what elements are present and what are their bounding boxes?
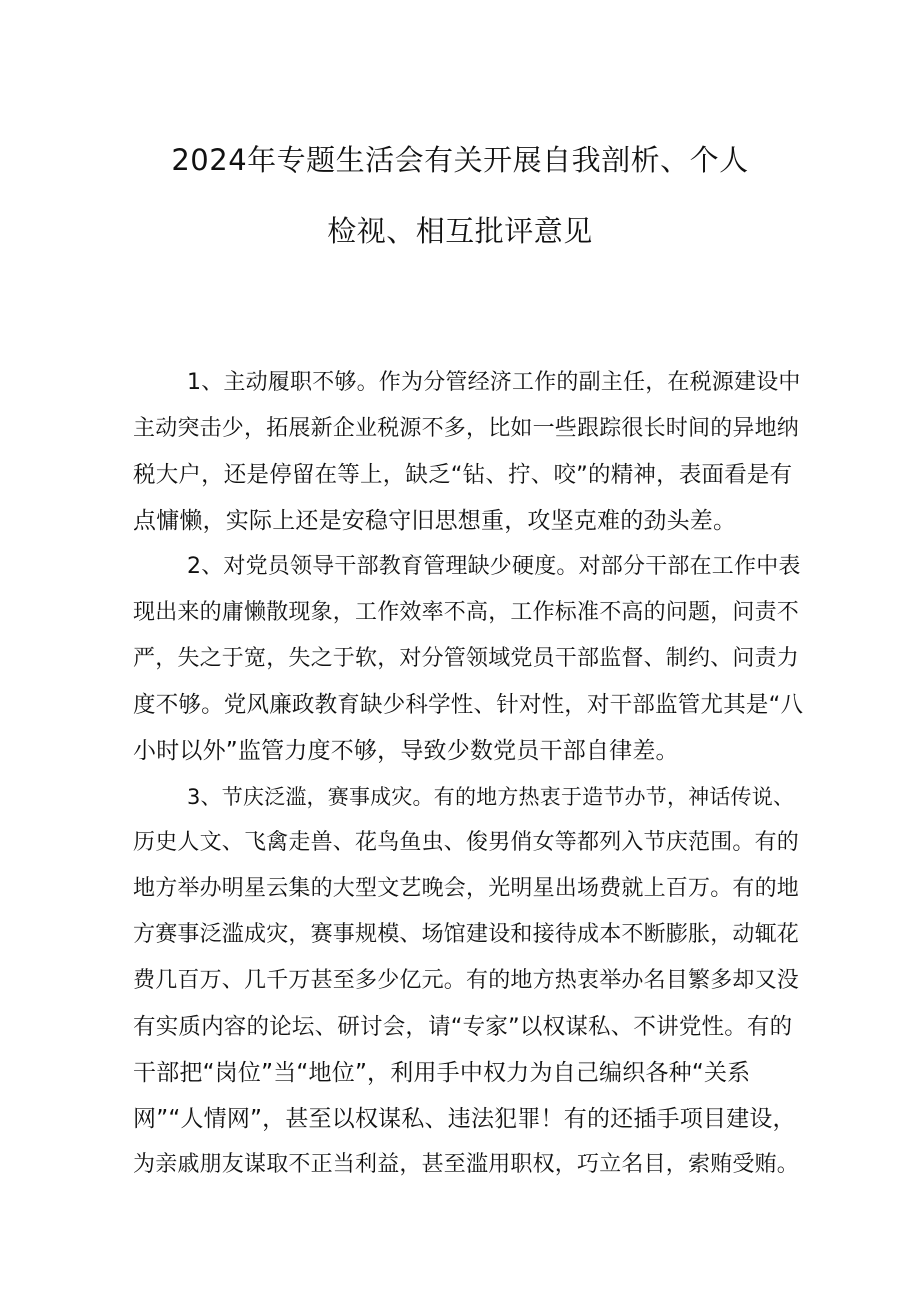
paragraph-line: 历史人文、飞禽走兽、花鸟鱼虫、俊男俏女等都列入节庆范围。有的 xyxy=(133,830,800,855)
paragraph-line: 费几百万、几千万甚至多少亿元。有的地方热衷举办名目繁多却又没 xyxy=(133,968,800,993)
document-title-line-1: 2024年专题生活会有关开展自我剖析、个人 xyxy=(171,143,749,177)
document-title-line-2: 检视、相互批评意见 xyxy=(327,214,593,248)
paragraph-line: 主动突击少，拓展新企业税源不多，比如一些跟踪很长时间的异地纳 xyxy=(133,416,800,441)
paragraph-line: 地方举办明星云集的大型文艺晚会，光明星出场费就上百万。有的地 xyxy=(133,876,800,901)
paragraph-line: 现出来的庸懒散现象，工作效率不高，工作标准不高的问题，问责不 xyxy=(133,600,800,625)
paragraph-line: 为亲戚朋友谋取不正当利益，甚至滥用职权，巧立名目，索贿受贿。 xyxy=(133,1152,800,1177)
paragraph-line: 2、对党员领导干部教育管理缺少硬度。对部分干部在工作中表 xyxy=(187,554,801,579)
paragraph-line: 小时以外”监管力度不够，导致少数党员干部自律差。 xyxy=(133,738,679,764)
paragraph-line: 税大户，还是停留在等上，缺乏“钻、拧、咬”的精神，表面看是有 xyxy=(133,462,793,488)
paragraph-line: 方赛事泛滥成灾，赛事规模、场馆建设和接待成本不断膨胀，动辄花 xyxy=(133,922,800,947)
paragraph-line: 有实质内容的论坛、研讨会，请“专家”以权谋私、不讲党性。有的 xyxy=(133,1014,793,1040)
paragraph-line: 3、节庆泛滥，赛事成灾。有的地方热衷于造节办节，神话传说、 xyxy=(187,785,795,809)
paragraph-line: 网”“人情网”，甚至以权谋私、违法犯罪！有的还插手项目建设， xyxy=(133,1106,796,1132)
paragraph-line: 严，失之于宽，失之于软，对分管领域党员干部监督、制约、问责力 xyxy=(133,646,800,671)
paragraph-line: 度不够。党风廉政教育缺少科学性、针对性，对干部监管尤其是“八 xyxy=(133,692,804,718)
paragraph-line: 干部把“岗位”当“地位”，利用手中权力为自己编织各种“关系 xyxy=(133,1060,751,1086)
paragraph-line: 点慵懒，实际上还是安稳守旧思想重，攻坚克难的劲头差。 xyxy=(133,508,737,534)
paragraph-line: 1、主动履职不够。作为分管经济工作的副主任，在税源建设中 xyxy=(187,370,801,395)
